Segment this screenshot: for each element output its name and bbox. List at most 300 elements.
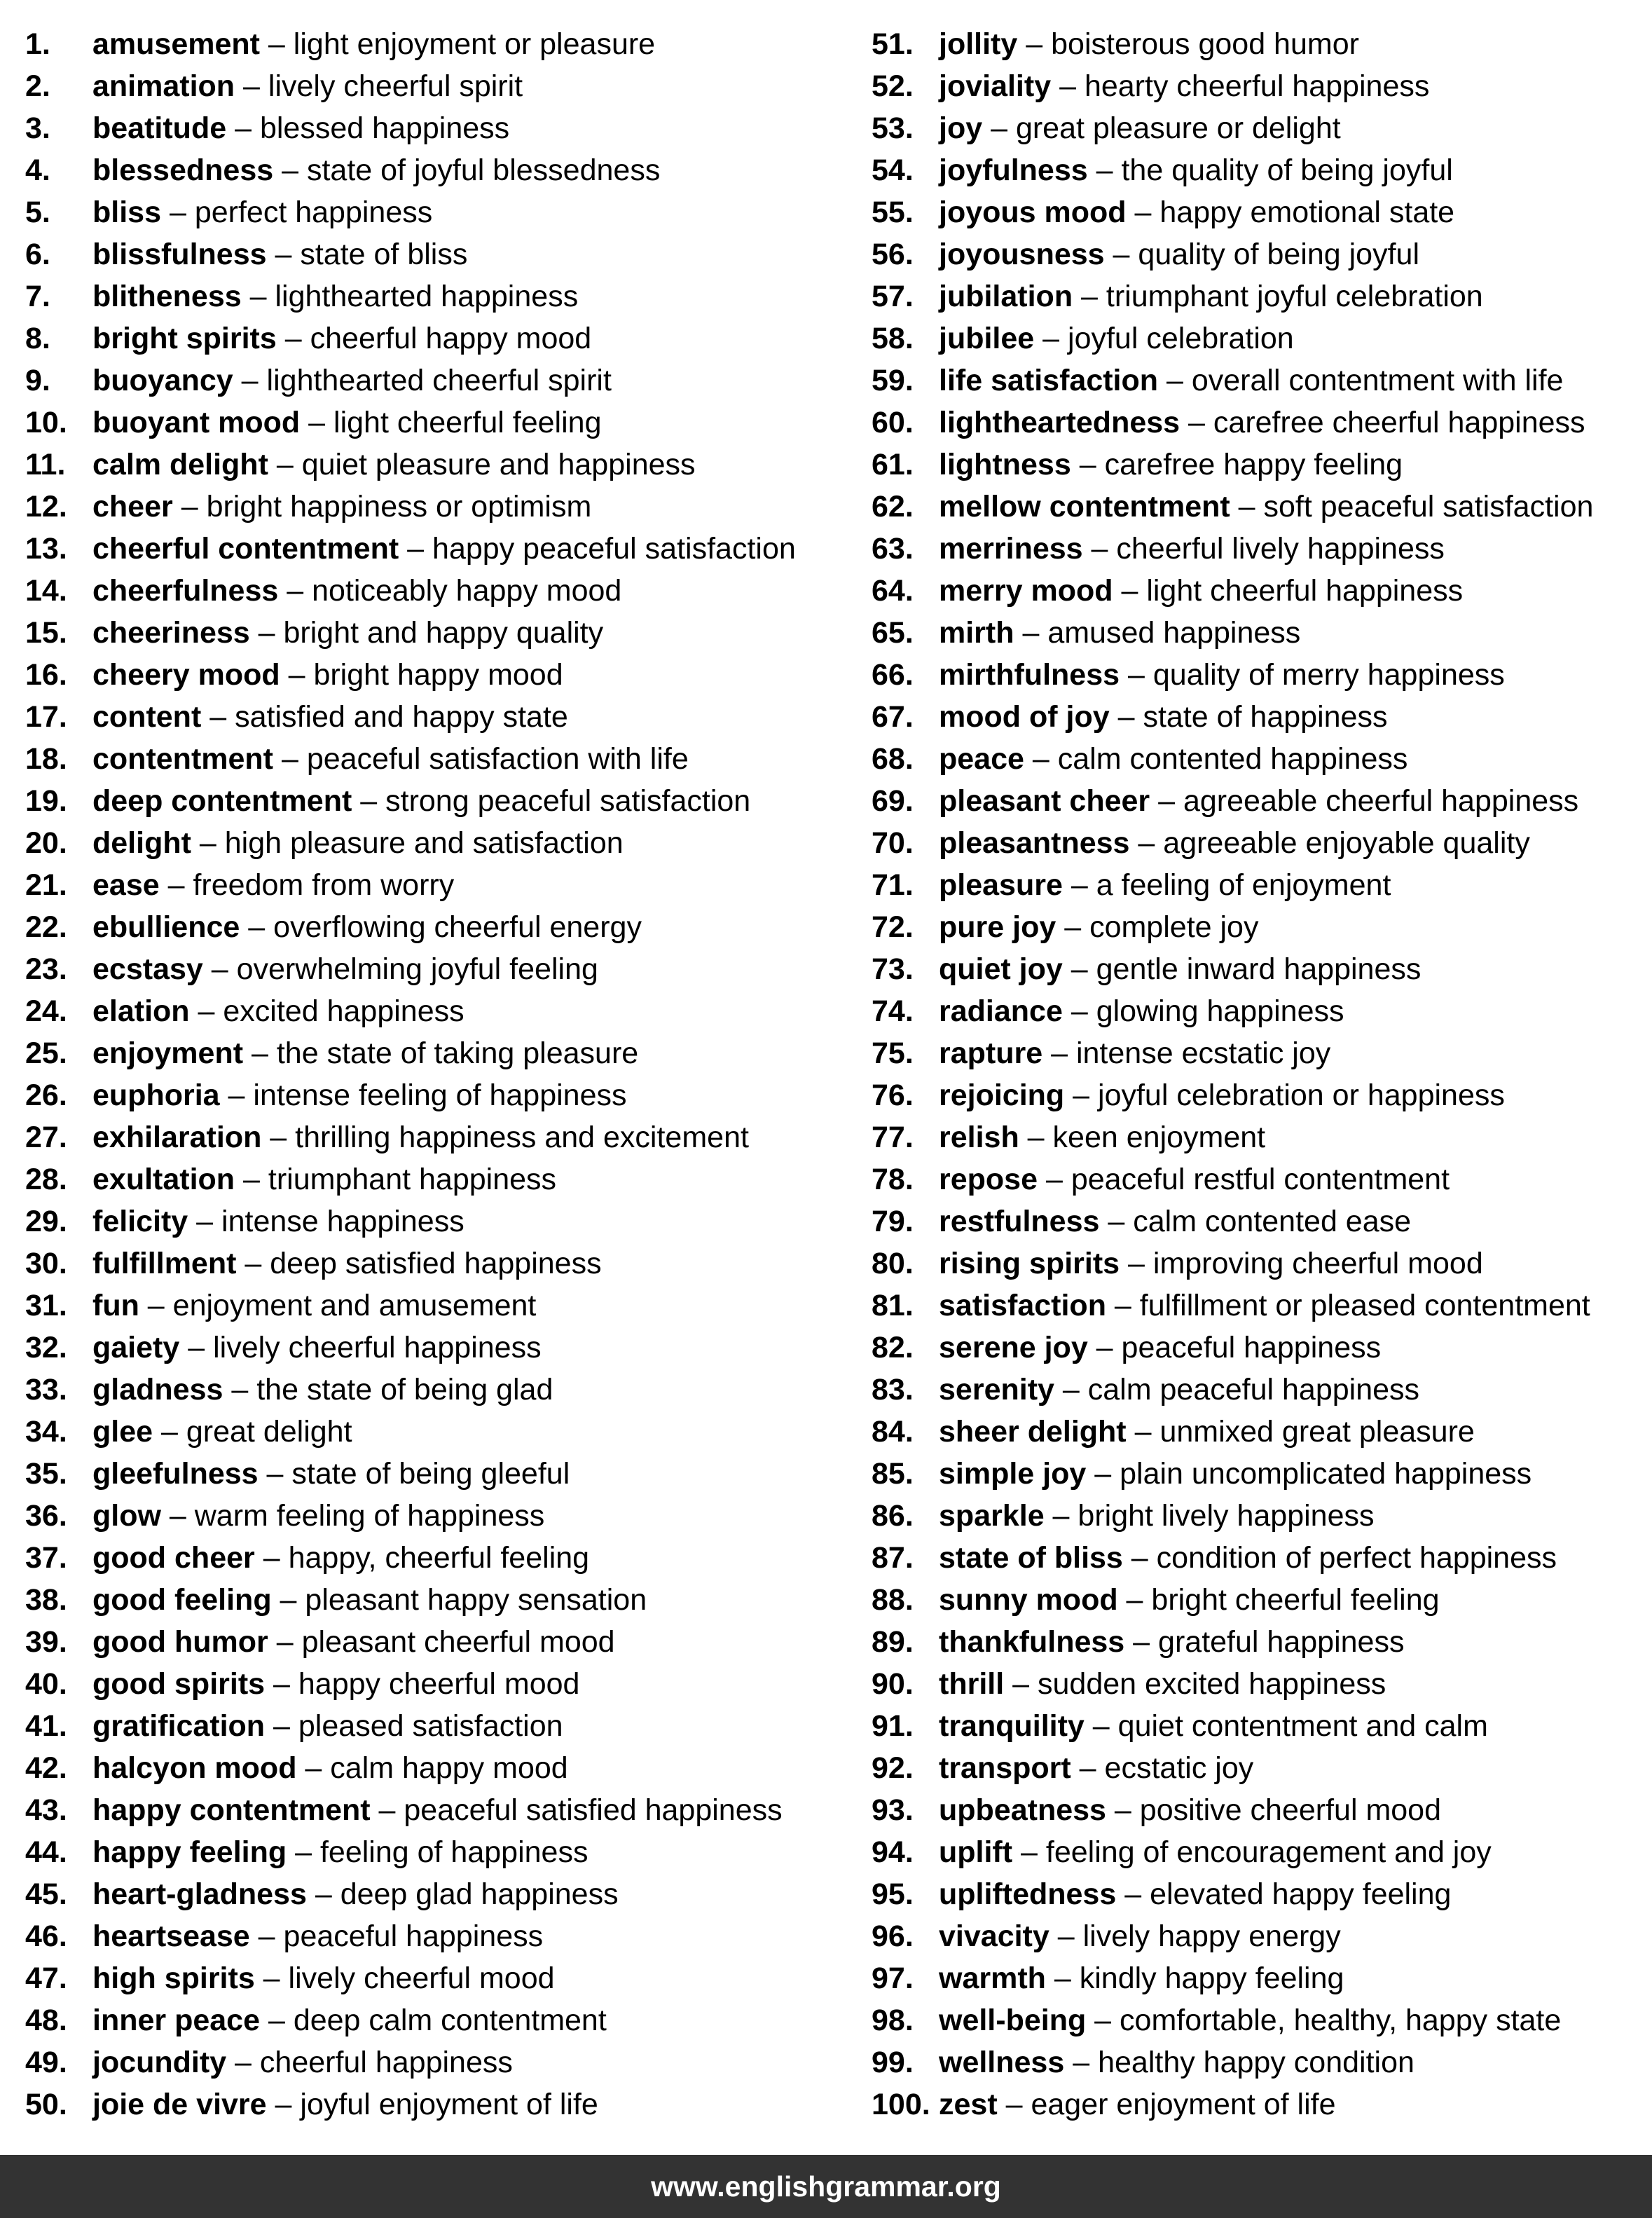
list-item [872, 906, 1652, 948]
list-item [25, 1200, 859, 1243]
entry-term: bliss [92, 196, 161, 229]
list-item [25, 1999, 859, 2041]
entry-term: buoyancy [92, 364, 233, 397]
list-item [25, 444, 859, 486]
entry-number: 72. [872, 910, 914, 944]
entry-separator: – [153, 1415, 186, 1449]
list-item [25, 654, 859, 696]
entry-definition: glowing happiness [1096, 994, 1344, 1028]
entry-number: 41. [25, 1709, 67, 1743]
entry-number: 92. [872, 1751, 914, 1785]
list-item [872, 275, 1652, 317]
list-item [872, 1158, 1652, 1200]
entry-term: quiet joy [939, 952, 1063, 986]
entry-separator: – [1158, 364, 1192, 397]
entry-term: felicity [92, 1205, 188, 1238]
entry-term: beatitude [92, 111, 227, 145]
list-item [872, 1537, 1652, 1579]
entry-term: good humor [92, 1625, 268, 1659]
entry-separator: – [1124, 1625, 1159, 1659]
entry-definition: ecstatic joy [1104, 1751, 1254, 1785]
list-item [872, 444, 1652, 486]
entry-definition: peaceful satisfaction with life [306, 742, 689, 776]
list-item [25, 1495, 859, 1537]
entry-definition: a feeling of enjoyment [1096, 868, 1391, 902]
entry-number: 26. [25, 1079, 67, 1112]
entry-definition: cheerful happy mood [310, 322, 592, 355]
entry-text [939, 1705, 1488, 1747]
entry-text [92, 23, 655, 65]
entry-text [92, 1999, 607, 2041]
entry-text [92, 1789, 783, 1831]
entry-definition: calm contented ease [1133, 1205, 1412, 1238]
entry-number: 6. [25, 238, 50, 271]
entry-number: 56. [872, 238, 914, 271]
entry-term: amusement [92, 27, 260, 61]
list-item [872, 2083, 1652, 2125]
entry-number: 84. [872, 1415, 914, 1449]
entry-term: glow [92, 1499, 161, 1533]
list-item [25, 1621, 859, 1663]
entry-term: happy contentment [92, 1793, 371, 1827]
list-item [872, 1032, 1652, 1074]
entry-text [939, 1747, 1253, 1789]
entry-term: mood of joy [939, 700, 1110, 734]
entry-definition: calm happy mood [330, 1751, 568, 1785]
entry-number: 82. [872, 1331, 914, 1364]
entry-definition: great delight [186, 1415, 352, 1449]
entry-definition: lively cheerful spirit [268, 69, 523, 103]
entry-separator: – [1071, 1751, 1105, 1785]
entry-number: 57. [872, 280, 914, 313]
entry-separator: – [1045, 1962, 1080, 1995]
entry-text [939, 23, 1359, 65]
list-item [872, 528, 1652, 570]
list-item [872, 1411, 1652, 1453]
entry-term: zest [939, 2088, 998, 2121]
entry-text [939, 233, 1419, 275]
entry-definition: keen enjoyment [1052, 1121, 1266, 1154]
entry-number: 50. [25, 2088, 67, 2121]
entry-text [939, 1411, 1475, 1453]
entry-definition: state of bliss [300, 238, 468, 271]
entry-term: cheerfulness [92, 574, 279, 608]
entry-number: 60. [872, 406, 914, 439]
entry-definition: light enjoyment or pleasure [293, 27, 656, 61]
entry-term: jocundity [92, 2046, 227, 2079]
entry-term: deep contentment [92, 784, 352, 818]
entry-separator: – [1082, 532, 1117, 566]
entry-separator: – [235, 1163, 268, 1196]
entry-text [92, 1116, 749, 1158]
entry-text [92, 1369, 553, 1411]
entry-separator: – [1042, 1036, 1076, 1070]
list-item [872, 990, 1652, 1032]
entry-separator: – [201, 700, 235, 734]
entry-number: 12. [25, 490, 67, 523]
entry-definition: deep calm contentment [293, 2004, 607, 2037]
entry-term: cheery mood [92, 658, 280, 692]
entry-number: 48. [25, 2004, 67, 2037]
entry-separator: – [276, 322, 310, 355]
entry-text [92, 1285, 536, 1327]
entry-text [939, 1116, 1265, 1158]
entry-number: 5. [25, 196, 50, 229]
entry-definition: agreeable enjoyable quality [1163, 826, 1530, 860]
entry-separator: – [1012, 1835, 1046, 1869]
entry-definition: lively cheerful mood [288, 1962, 555, 1995]
entry-text [939, 1873, 1451, 1915]
entry-number: 44. [25, 1835, 67, 1869]
entry-separator: – [370, 1793, 404, 1827]
entry-text [92, 1200, 464, 1243]
entry-definition: pleasant cheerful mood [301, 1625, 615, 1659]
entry-term: buoyant mood [92, 406, 301, 439]
entry-term: rising spirits [939, 1247, 1120, 1280]
entry-separator: – [1038, 1163, 1071, 1196]
entry-term: vivacity [939, 1919, 1049, 1953]
list-item [25, 2041, 859, 2083]
entry-separator: – [172, 490, 207, 523]
entry-definition: agreeable cheerful happiness [1183, 784, 1579, 818]
entry-text [939, 696, 1387, 738]
entry-term: thankfulness [939, 1625, 1125, 1659]
entry-definition: bright cheerful feeling [1151, 1583, 1440, 1617]
entry-text [92, 990, 464, 1032]
entry-term: serene joy [939, 1331, 1088, 1364]
entry-text [939, 107, 1341, 149]
entry-definition: amused happiness [1047, 616, 1301, 650]
entry-separator: – [1120, 1247, 1153, 1280]
entry-definition: deep glad happiness [340, 1877, 619, 1911]
entry-definition: carefree cheerful happiness [1213, 406, 1585, 439]
entry-definition: lighthearted happiness [275, 280, 579, 313]
entry-term: delight [92, 826, 191, 860]
list-item [25, 906, 859, 948]
entry-separator: – [273, 742, 307, 776]
entry-term: good feeling [92, 1583, 272, 1617]
list-item [872, 2041, 1652, 2083]
entry-term: calm delight [92, 448, 268, 481]
entry-number: 63. [872, 532, 914, 566]
entry-separator: – [1230, 490, 1264, 523]
entry-term: wellness [939, 2046, 1065, 2079]
entry-separator: – [1086, 2004, 1120, 2037]
entry-number: 15. [25, 616, 67, 650]
entry-separator: – [202, 952, 237, 986]
list-item [872, 65, 1652, 107]
entry-definition: plain uncomplicated happiness [1120, 1457, 1532, 1491]
list-item [25, 65, 859, 107]
entry-text [939, 528, 1445, 570]
entry-number: 88. [872, 1583, 914, 1617]
entry-number: 28. [25, 1163, 67, 1196]
entry-separator: – [1126, 196, 1160, 229]
entry-text [92, 612, 603, 654]
list-item [25, 1663, 859, 1705]
entry-separator: – [306, 1877, 340, 1911]
list-item [25, 149, 859, 191]
entry-number: 35. [25, 1457, 67, 1491]
entry-text [92, 1411, 352, 1453]
entry-term: pleasantness [939, 826, 1130, 860]
entry-definition: peaceful restful contentment [1071, 1163, 1450, 1196]
list-item [872, 1453, 1652, 1495]
entry-number: 8. [25, 322, 50, 355]
entry-text [939, 1032, 1330, 1074]
entry-number: 16. [25, 658, 67, 692]
entry-separator: – [259, 27, 294, 61]
entry-definition: calm peaceful happiness [1087, 1373, 1420, 1406]
entry-number: 65. [872, 616, 914, 650]
entry-term: joie de vivre [92, 2088, 267, 2121]
entry-definition: lively happy energy [1082, 1919, 1341, 1953]
entry-term: good cheer [92, 1541, 255, 1575]
list-item [872, 1705, 1652, 1747]
list-item [872, 1873, 1652, 1915]
list-item [872, 1200, 1652, 1243]
list-item [25, 1579, 859, 1621]
entry-separator: – [261, 1121, 296, 1154]
entry-text [939, 990, 1344, 1032]
entry-term: uplift [939, 1835, 1013, 1869]
entry-number: 45. [25, 1877, 67, 1911]
entry-term: cheeriness [92, 616, 250, 650]
entry-separator: – [1086, 1457, 1120, 1491]
entry-separator: – [233, 364, 267, 397]
list-item [25, 1411, 859, 1453]
entry-term: joyous mood [939, 196, 1127, 229]
entry-number: 14. [25, 574, 67, 608]
entry-separator: – [254, 1541, 289, 1575]
list-item [872, 1915, 1652, 1957]
entry-separator: – [1087, 1331, 1122, 1364]
entry-text [92, 570, 621, 612]
entry-separator: – [249, 1919, 284, 1953]
entry-text [939, 1158, 1450, 1200]
entry-separator: – [1106, 1289, 1140, 1322]
entry-definition: gentle inward happiness [1096, 952, 1422, 986]
entry-term: enjoyment [92, 1036, 244, 1070]
entry-definition: peaceful satisfied happiness [404, 1793, 783, 1827]
entry-definition: great pleasure or delight [1015, 111, 1341, 145]
list-item [25, 1032, 859, 1074]
footer-url: www.englishgrammar.org [651, 2170, 1001, 2203]
entry-number: 74. [872, 994, 914, 1028]
entry-term: joviality [939, 69, 1052, 103]
entry-number: 46. [25, 1919, 67, 1953]
list-item [25, 1116, 859, 1158]
entry-definition: perfect happiness [194, 196, 433, 229]
entry-number: 19. [25, 784, 67, 818]
entry-separator: – [278, 574, 312, 608]
list-item [25, 1074, 859, 1116]
entry-text [92, 528, 796, 570]
list-item [25, 612, 859, 654]
entry-number: 11. [25, 448, 66, 481]
entry-number: 98. [872, 2004, 914, 2037]
list-item [25, 1831, 859, 1873]
entry-definition: the state of being glad [256, 1373, 553, 1406]
entry-text [92, 1453, 570, 1495]
entry-number: 68. [872, 742, 914, 776]
entry-definition: cheerful happiness [259, 2046, 513, 2079]
entry-separator: – [1004, 1667, 1038, 1701]
entry-text [939, 1831, 1492, 1873]
entry-separator: – [268, 1625, 302, 1659]
entry-number: 1. [25, 27, 50, 61]
entry-text [939, 1579, 1440, 1621]
entry-term: pleasure [939, 868, 1063, 902]
entry-text [92, 1831, 588, 1873]
entry-text [939, 65, 1429, 107]
entry-number: 95. [872, 1877, 914, 1911]
entry-term: ebullience [92, 910, 240, 944]
entry-number: 96. [872, 1919, 914, 1953]
entry-separator: – [1024, 742, 1058, 776]
entry-term: mirthfulness [939, 658, 1120, 692]
entry-definition: state of joyful blessedness [306, 153, 661, 187]
entry-separator: – [1049, 1919, 1083, 1953]
entry-definition: noticeably happy mood [312, 574, 622, 608]
entry-text [939, 822, 1530, 864]
entry-text [92, 822, 624, 864]
entry-number: 97. [872, 1962, 914, 1995]
entry-number: 89. [872, 1625, 914, 1659]
entry-text [939, 2041, 1414, 2083]
entry-text [92, 1915, 543, 1957]
entry-definition: the state of taking pleasure [276, 1036, 639, 1070]
entry-text [939, 275, 1483, 317]
entry-text [92, 149, 660, 191]
list-item [25, 570, 859, 612]
entry-text [92, 65, 523, 107]
entry-number: 22. [25, 910, 67, 944]
entry-term: mellow contentment [939, 490, 1230, 523]
entry-definition: joyful enjoyment of life [300, 2088, 598, 2121]
entry-separator: – [236, 1247, 270, 1280]
entry-separator: – [223, 1373, 257, 1406]
entry-separator: – [160, 1499, 195, 1533]
entry-separator: – [1150, 784, 1183, 818]
entry-definition: peaceful happiness [1121, 1331, 1382, 1364]
entry-definition: lighthearted cheerful spirit [266, 364, 612, 397]
list-item [25, 1327, 859, 1369]
entry-number: 3. [25, 111, 50, 145]
list-item [872, 570, 1652, 612]
entry-separator: – [1104, 238, 1138, 271]
entry-term: repose [939, 1163, 1038, 1196]
entry-term: sparkle [939, 1499, 1045, 1533]
entry-number: 37. [25, 1541, 67, 1575]
entry-text [92, 1747, 568, 1789]
footer-bar [0, 2155, 1652, 2218]
list-item [872, 149, 1652, 191]
entry-text [939, 1285, 1590, 1327]
entry-separator: – [352, 784, 386, 818]
entry-number: 86. [872, 1499, 914, 1533]
list-item [25, 1158, 859, 1200]
entry-definition: bright lively happiness [1078, 1499, 1375, 1533]
entry-number: 62. [872, 490, 914, 523]
entry-term: radiance [939, 994, 1063, 1028]
entry-number: 24. [25, 994, 67, 1028]
entry-definition: light cheerful happiness [1146, 574, 1464, 608]
entry-separator: – [271, 1583, 305, 1617]
list-item [872, 233, 1652, 275]
entry-term: animation [92, 69, 235, 103]
entry-definition: freedom from worry [193, 868, 455, 902]
entry-separator: – [1116, 1877, 1150, 1911]
entry-number: 30. [25, 1247, 67, 1280]
entry-definition: enjoyment and amusement [172, 1289, 537, 1322]
entry-definition: intense happiness [221, 1205, 464, 1238]
entry-term: gladness [92, 1373, 223, 1406]
list-item [25, 23, 859, 65]
entry-definition: joyful celebration or happiness [1098, 1079, 1505, 1112]
entry-separator: – [1129, 826, 1164, 860]
list-item [872, 1663, 1652, 1705]
list-item [872, 948, 1652, 990]
entry-number: 31. [25, 1289, 67, 1322]
entry-number: 81. [872, 1289, 914, 1322]
entry-text [939, 360, 1563, 402]
entry-text [939, 149, 1453, 191]
entry-separator: – [1017, 27, 1052, 61]
entry-separator: – [1180, 406, 1213, 439]
entry-text [939, 864, 1391, 906]
entry-definition: quality of merry happiness [1152, 658, 1505, 692]
entry-definition: pleased satisfaction [298, 1709, 563, 1743]
entry-number: 23. [25, 952, 67, 986]
entry-separator: – [265, 1709, 298, 1743]
entry-text [92, 1579, 647, 1621]
entry-definition: calm contented happiness [1057, 742, 1408, 776]
entry-separator: – [1051, 69, 1085, 103]
entry-term: gleefulness [92, 1457, 259, 1491]
entry-definition: happy, cheerful feeling [288, 1541, 590, 1575]
entry-number: 42. [25, 1751, 67, 1785]
entry-definition: feeling of happiness [319, 1835, 588, 1869]
entry-term: merriness [939, 532, 1083, 566]
entry-number: 54. [872, 153, 914, 187]
entry-separator: – [191, 826, 225, 860]
entry-number: 51. [872, 27, 914, 61]
entry-term: halcyon mood [92, 1751, 297, 1785]
entry-number: 85. [872, 1457, 914, 1491]
entry-term: ease [92, 868, 160, 902]
entry-text [92, 1495, 544, 1537]
entry-term: elation [92, 994, 190, 1028]
entry-definition: fulfillment or pleased contentment [1139, 1289, 1590, 1322]
entry-separator: – [1087, 153, 1122, 187]
entry-definition: healthy happy condition [1098, 2046, 1414, 2079]
entry-term: gratification [92, 1709, 266, 1743]
entry-term: jollity [939, 27, 1018, 61]
list-item [872, 1621, 1652, 1663]
entry-separator: – [235, 69, 268, 103]
entry-text [939, 780, 1578, 822]
entry-separator: – [266, 2088, 301, 2121]
entry-number: 100. [872, 2088, 930, 2121]
entry-number: 18. [25, 742, 67, 776]
entry-number: 2. [25, 69, 50, 103]
list-item [872, 822, 1652, 864]
list-item [25, 1873, 859, 1915]
entry-text [939, 1327, 1381, 1369]
entry-text [939, 1957, 1344, 1999]
list-item [872, 1747, 1652, 1789]
